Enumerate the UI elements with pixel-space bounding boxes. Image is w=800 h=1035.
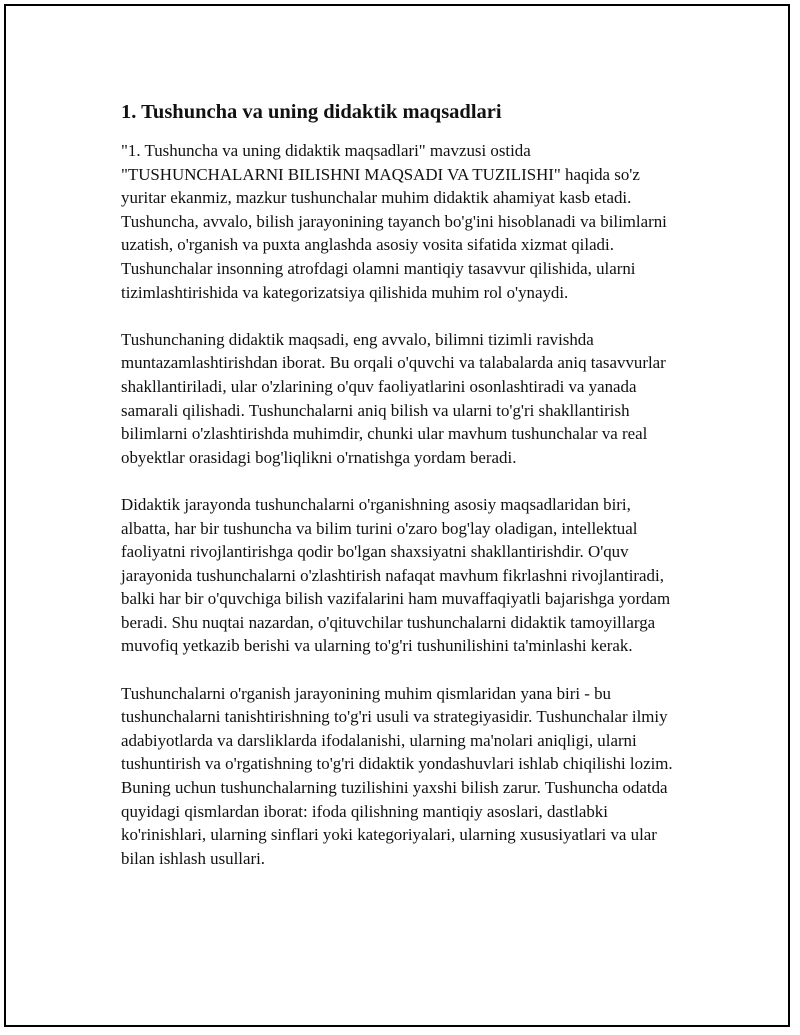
document-body xyxy=(121,96,681,870)
paragraph-1: "1. Tushuncha va uning didaktik maqsadlari" mavzusi ostida "TUSHUNCHALARNI BILISHNI MAQSADI VA TUZILISHI" haqida so'z yuritar ekanmiz, mazkur tushunchalar muhim didaktik ahamiyat kasb etadi. Tushuncha, avvalo, bilish jarayonining tayanch bo'g'ini hisoblanadi va bilimlarni uzatish, o'rganish va puxta anglashda asosiy vosita sifatida xizmat qiladi. Tushunchalar insonning atrofdagi olamni mantiqiy tasavvur qilishida, ularni tizimlashtirishida va kategorizatsiya qilishida muhim rol o'ynaydi. xyxy=(121,141,667,302)
document-page xyxy=(4,4,790,1027)
paragraph-2: Tushunchaning didaktik maqsadi, eng avvalo, bilimni tizimli ravishda muntazamlashtirishdan iborat. Bu orqali o'quvchi va talabalarda aniq tasavvurlar shakllantiriladi, ular o'zlarining o'quv faoliyatlarini osonlashtiradi va yanada samarali qilishadi. Tushunchalarni aniq bilish va ularni to'g'ri shakllantirish bilimlarni o'zlashtirishda muhimdir, chunki ular mavhum tushunchalar va real obyektlar orasidagi bog'liqlikni o'rnatishga yordam beradi. xyxy=(121,329,666,467)
document-title: 1. Tushuncha va uning didaktik maqsadlari xyxy=(121,101,502,123)
paragraph-3: Didaktik jarayonda tushunchalarni o'rganishning asosiy maqsadlaridan biri, albatta, har bir tushuncha va bilim turini o'zaro bog'lay oladigan, intellektual faoliyatni rivojlantirishga qodir bo'lgan shaxsiyatni shakllantirishdir. O'quv jarayonida tushunchalarni o'zlashtirish nafaqat mavhum fikrlashni rivojlantiradi, balki har bir o'quvchiga bilish vazifalarini ham muvaffaqiyatli bajarishga yordam beradi. Shu nuqtai nazardan, o'qituvchilar tushunchalarni didaktik tamoyillarga muvofiq yetkazib berishi va ularning to'g'ri tushunilishini ta'minlashi kerak. xyxy=(121,494,671,656)
paragraph-4: Tushunchalarni o'rganish jarayonining muhim qismlaridan yana biri - bu tushunchalarni tanishtirishning to'g'ri usuli va strategiyasidir. Tushunchalar ilmiy adabiyotlarda va darsliklarda ifodalanishi, ularning ma'nolari aniqligi, ularni tushuntirish va o'rgatishning to'g'ri didaktik yondashuvlari ishlab chiqilishi lozim. Buning uchun tushunchalarning tuzilishini yaxshi bilish zarur. Tushuncha odatda quyidagi qismlardan iborat: ifoda qilishning mantiqiy asoslari, dastlabki ko'rinishlari, ularning sinflari yoki kategoriyalari, ularning xususiyatlari va ular bilan ishlash usullari. xyxy=(121,683,673,868)
